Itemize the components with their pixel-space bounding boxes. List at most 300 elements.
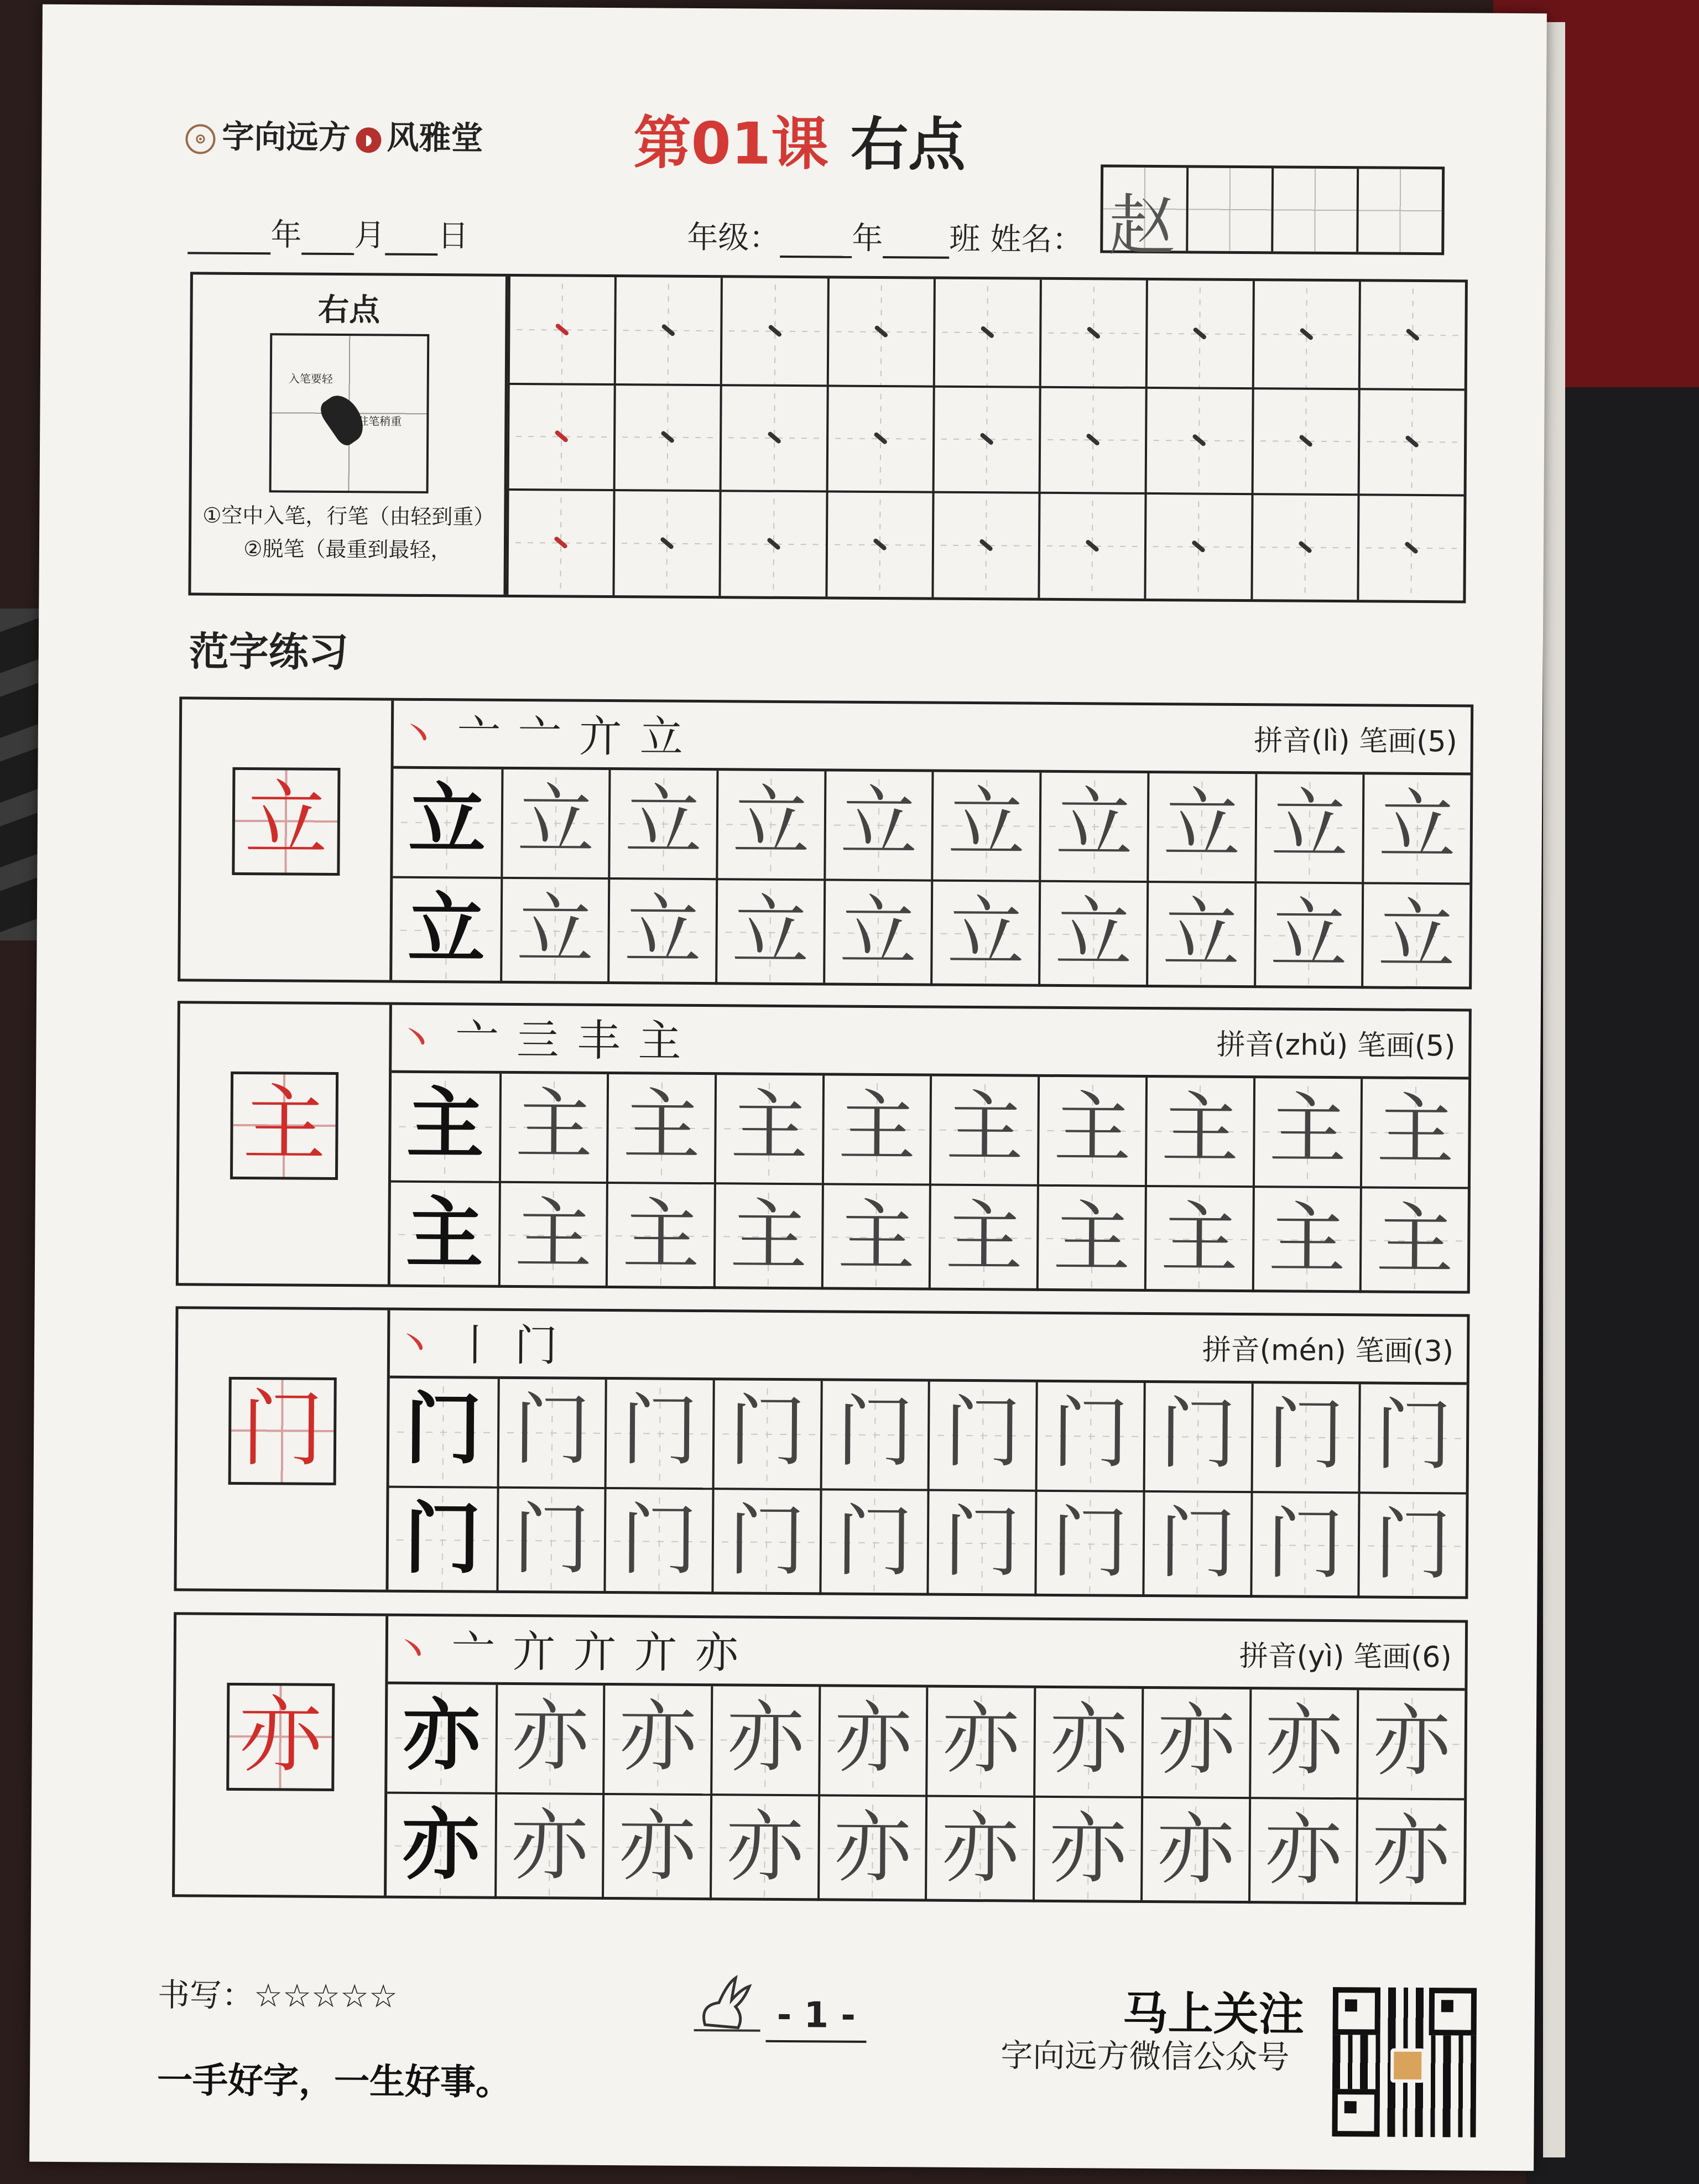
practice-character-cell[interactable] [823,878,931,986]
stroke-order-step: 亠 [457,711,501,761]
stroke-order-step: 丶 [394,1015,438,1065]
brand-name-left: 字向远方 [222,117,351,157]
practice-character-cell[interactable] [1146,773,1255,881]
stroke-order-step: 亠 [518,711,562,762]
wechat-label: 字向远方微信公众号 [1000,2036,1290,2076]
handwritten-character: 门 [1374,1499,1452,1590]
practice-character-cell[interactable] [1252,1185,1360,1293]
reference-character-box [230,1072,338,1180]
practice-character-cell[interactable] [1033,1795,1141,1903]
handwritten-character: 主 [622,1189,700,1281]
reference-panel [180,699,394,980]
practice-character-cell[interactable] [1033,1688,1142,1796]
practice-character-cell[interactable] [712,1380,821,1488]
handwritten-character: 主 [1053,1083,1132,1174]
stroke-practice-cell[interactable] [825,491,932,597]
stroke-order-step: 亣 [634,1627,678,1678]
handwritten-character: 亦 [1156,1804,1235,1895]
reference-character: 主 [242,1075,326,1173]
stroke-practice-section [188,272,1468,603]
brand-name-right: 风雅堂 [387,118,483,157]
handwritten-character: 主 [838,1081,916,1173]
stroke-step-1: ①空中入笔，行笔（由轻到重） [202,503,495,529]
model-character-cell [388,1485,497,1593]
reference-character: 门 [241,1381,325,1478]
stroke-practice-cell[interactable] [1357,388,1464,495]
writing-grid [392,766,1470,990]
handwritten-character: 亦 [510,1800,589,1891]
dot-stroke-mark [1299,434,1314,448]
handwritten-character: 亦 [1264,1805,1343,1896]
handwritten-character: 立 [731,886,810,977]
practice-character-cell[interactable] [1144,1184,1253,1292]
handwritten-character: 亦 [1265,1696,1343,1787]
stroke-practice-cell[interactable] [933,279,1040,386]
stroke-description [202,499,493,567]
lesson-title [633,96,966,181]
lesson-name: 右点 [850,110,966,179]
model-character-cell [392,876,501,984]
handwritten-character: 门 [620,1495,699,1586]
dot-stroke-mark [1297,540,1312,554]
handwritten-character: 门 [836,1387,914,1478]
handwritten-character: 主 [729,1190,808,1281]
practice-character-cell[interactable] [1036,1184,1145,1292]
stroke-order-step: 亣 [579,711,623,762]
practice-character-cell[interactable] [713,1182,822,1290]
dot-stroke-mark [1193,326,1208,340]
pinyin-label: 拼音(lì) [1253,724,1350,758]
follow-heading: 马上关注 [1122,1987,1305,2041]
pinyin-label: 拼音(zhǔ) [1216,1028,1348,1063]
practice-character-cell[interactable] [608,877,716,985]
handwritten-character: 立 [624,776,703,867]
dot-stroke-mark [767,431,781,444]
character-info [1216,1020,1456,1072]
handwritten-character: 门 [1159,1389,1237,1480]
dot-stroke-mark [1192,434,1207,447]
practice-character-cell[interactable] [1145,1078,1253,1185]
practice-character-cell[interactable] [603,1686,711,1793]
stroke-practice-cell[interactable] [1358,282,1465,388]
handwritten-character: 亦 [942,1693,1020,1785]
dot-stroke-mark [1086,433,1101,446]
page-number: - 1 - [765,1995,867,2043]
stroke-order-step: 门 [514,1320,558,1371]
stroke-order [394,1010,1224,1075]
model-character: 门 [404,1384,483,1475]
stroke-practice-cell[interactable] [1039,280,1146,387]
dot-stroke-mark [554,430,569,443]
pinyin-label: 拼音(yì) [1239,1640,1344,1674]
practice-character-cell[interactable] [1254,774,1363,882]
reference-panel [179,1003,392,1284]
handwritten-character: 立 [1054,888,1133,979]
character-block [176,1001,1472,1293]
month-label: 月 [354,217,385,254]
day-blank [385,226,437,256]
reference-character-box [228,1377,337,1485]
stroke-order-step: 丶 [392,1320,436,1371]
handwritten-character: 主 [1161,1084,1239,1174]
character-info [1254,716,1457,767]
practice-character-cell[interactable] [1140,1796,1249,1904]
model-character: 主 [406,1079,484,1170]
handwritten-character: 立 [516,885,595,976]
dot-stroke-mark [873,432,888,445]
dot-stroke-mark [1191,540,1206,553]
handwritten-character: 门 [512,1494,591,1585]
practice-character-cell[interactable] [1037,1077,1145,1185]
handwritten-character: 门 [1051,1388,1130,1479]
dot-stroke-mark [1405,328,1420,341]
name-cell[interactable] [1273,168,1359,252]
model-character-cell [387,1791,495,1899]
stroke-order [393,1315,1223,1381]
practice-character-cell[interactable] [1035,1382,1144,1490]
stroke-practice-cell[interactable] [720,278,827,384]
practice-character-cell[interactable] [824,771,932,879]
practice-character-cell[interactable] [1141,1689,1249,1797]
practice-character-cell[interactable] [1039,773,1147,881]
character-info [1239,1631,1452,1682]
practice-character-cell[interactable] [711,1488,820,1595]
practice-character-cell[interactable] [606,1181,714,1289]
dot-stroke-mark [980,325,995,339]
lesson-number: 第01课 [633,109,829,178]
practice-character-cell[interactable] [1143,1383,1251,1491]
character-block [172,1612,1468,1905]
stroke-order-step: 丶 [396,710,440,761]
year-blank [187,224,270,254]
practice-character-cell[interactable] [604,1486,712,1594]
handwritten-character: 门 [727,1495,806,1587]
dot-stroke-mark [1085,539,1100,553]
name-label: 姓名： [990,221,1083,258]
paper-stack-edge [1543,22,1565,2157]
handwritten-character: 立 [947,887,1025,979]
stroke-practice-cell[interactable] [614,277,721,384]
stroke-practice-grid [506,277,1465,601]
dot-stroke-mark [768,324,783,337]
model-character: 立 [408,774,486,866]
practice-character-cell[interactable] [931,879,1039,987]
dot-stroke-mark [1086,326,1101,339]
stroke-practice-cell[interactable] [507,383,614,490]
practice-character-cell[interactable] [500,876,608,984]
writing-grid [390,1070,1468,1294]
name-cell[interactable] [1188,168,1274,251]
model-character-cell [387,1684,496,1792]
handwritten-character: 立 [1270,780,1349,871]
name-cell[interactable] [1358,169,1442,252]
dot-stroke-mark [554,536,569,549]
stroke-practice-cell[interactable] [1039,386,1145,492]
handwritten-character: 门 [1374,1390,1453,1481]
rabbit-icon [688,1972,766,2039]
practice-character-cell[interactable] [1146,880,1254,988]
handwritten-character: 主 [514,1189,592,1280]
stroke-count-label: 笔画(5) [1357,1029,1456,1063]
year-label: 年 [270,217,302,253]
practice-character-cell[interactable] [822,1075,930,1183]
practice-character-cell[interactable] [1249,1689,1357,1797]
entry-note: 入笔要轻 [288,372,333,386]
practice-character-cell[interactable] [1248,1797,1357,1905]
handwritten-character: 主 [1268,1084,1347,1176]
slogan: 一手好字，一生好事。 [157,2060,512,2103]
worksheet-page [29,4,1547,2171]
practice-character-cell[interactable] [1250,1491,1358,1599]
handwritten-character: 立 [1378,781,1457,872]
practice-character-cell[interactable] [710,1793,818,1901]
dot-stroke-mark [1299,327,1314,341]
writing-grid [388,1376,1466,1599]
stroke-practice-cell[interactable] [1038,492,1145,599]
handwritten-character: 门 [944,1387,1022,1479]
practice-character-cell[interactable] [1253,1078,1361,1186]
handwritten-character: 主 [515,1079,593,1171]
grade-label: 年级： [687,219,780,256]
stroke-order-step: 主 [638,1016,681,1067]
stroke-order-step: 亠 [451,1626,496,1677]
stroke-explanation [191,274,508,594]
practice-character-cell[interactable] [1361,882,1469,990]
reference-panel [175,1615,388,1895]
practice-character-cell[interactable] [925,1795,1033,1902]
model-character: 亦 [402,1800,480,1891]
handwritten-character: 亦 [941,1803,1019,1894]
practice-character-cell[interactable] [1250,1384,1359,1491]
date-line [187,210,468,256]
stroke-practice-cell[interactable] [1145,387,1252,493]
practice-character-cell[interactable] [927,1382,1036,1490]
handwritten-character: 门 [1266,1499,1344,1590]
stroke-practice-cell[interactable] [1252,281,1358,388]
stroke-practice-cell[interactable] [1251,387,1358,494]
stroke-order [390,1621,1221,1687]
practice-character-cell[interactable] [929,1077,1038,1184]
model-character-cell [390,1180,499,1288]
handwritten-character: 门 [1158,1498,1237,1589]
handwritten-character: 立 [1377,890,1456,981]
writing-grid [387,1682,1465,1905]
practice-character-cell[interactable] [926,1688,1034,1796]
handwritten-character: 亦 [1049,1803,1127,1895]
handwritten-character: 门 [1051,1497,1129,1589]
handwritten-character: 亦 [833,1802,912,1893]
day-label: 日 [437,218,469,254]
dot-stroke-mark [979,538,994,552]
stroke-practice-cell[interactable] [506,488,613,595]
practice-character-cell[interactable] [819,1488,927,1596]
stroke-practice-cell[interactable] [720,384,826,491]
practice-character-cell[interactable] [931,772,1040,880]
handwritten-character: 主 [1268,1193,1346,1285]
stroke-practice-cell[interactable] [932,385,1039,492]
stroke-practice-cell[interactable] [826,384,932,491]
stroke-order-step: 丨 [453,1320,497,1371]
practice-character-cell[interactable] [1356,1690,1465,1798]
handwritten-character: 门 [513,1385,591,1476]
practice-character-cell[interactable] [821,1183,930,1291]
handwritten-character: 立 [732,777,810,868]
practice-character-cell[interactable] [1356,1797,1464,1905]
practice-character-cell[interactable] [1142,1490,1250,1598]
stroke-practice-cell[interactable] [1145,280,1252,387]
handwritten-character: 立 [1163,779,1241,870]
month-blank [301,225,354,256]
qr-finder [1332,2089,1380,2137]
dot-stroke-mark [874,325,889,338]
practice-character-cell[interactable] [927,1489,1035,1597]
handwritten-character: 主 [730,1081,809,1172]
handwritten-character: 亦 [834,1693,913,1784]
practice-character-cell[interactable] [929,1183,1037,1291]
stroke-practice-cell[interactable] [613,489,720,596]
handwritten-character: 主 [1376,1085,1455,1176]
qr-finder [1333,1987,1381,2035]
stroke-heading: 右点 [317,292,381,329]
stroke-practice-cell[interactable] [613,383,720,490]
stroke-order-step: 亣 [512,1626,556,1677]
practice-character-cell[interactable] [1362,774,1471,882]
stroke-count-label: 笔画(3) [1355,1334,1454,1369]
handwritten-character: 主 [1160,1193,1239,1284]
stroke-order [397,705,1227,771]
handwritten-character: 立 [1162,888,1241,980]
practice-character-cell[interactable] [497,1379,605,1487]
dot-stroke-mark [660,537,675,550]
dot-stroke-mark [873,538,888,551]
practice-character-cell[interactable] [1360,1079,1468,1187]
reference-panel [176,1309,390,1589]
stroke-practice-cell[interactable] [1250,493,1357,600]
handwritten-character: 主 [622,1080,701,1172]
character-block [174,1306,1469,1599]
practice-character-cell[interactable] [820,1381,928,1489]
practice-character-cell[interactable] [501,769,609,877]
practice-character-cell[interactable] [499,1074,607,1182]
handwritten-character: 主 [945,1082,1024,1173]
model-character: 门 [403,1494,482,1585]
practice-character-cell[interactable] [716,771,824,878]
character-block [178,696,1473,989]
practice-character-cell[interactable] [818,1687,926,1795]
stroke-practice-cell[interactable] [508,277,614,383]
handwritten-character: 门 [835,1496,914,1587]
reference-character: 亦 [238,1687,322,1784]
practice-character-cell[interactable] [817,1794,926,1902]
practice-character-cell[interactable] [1038,880,1146,987]
dot-stroke-mark [555,323,570,336]
practice-character-cell[interactable] [715,878,824,986]
qr-logo [1390,2048,1425,2083]
handwritten-character: 门 [728,1386,807,1478]
handwritten-character: 亦 [618,1801,696,1892]
reference-character-box [226,1683,335,1791]
brand-mark-icon: ◗ [356,127,381,153]
name-cell[interactable] [1103,167,1189,266]
dot-stroke-mark [979,433,994,446]
model-character: 主 [405,1188,484,1280]
model-character: 亦 [402,1690,481,1781]
handwritten-character: 立 [840,777,918,869]
dot-stroke-mark [661,324,676,337]
model-character: 立 [407,884,486,975]
handwritten-character: 立 [1270,889,1348,980]
character-info [1202,1325,1453,1377]
handwritten-character: 立 [517,775,595,866]
practice-character-cell[interactable] [495,1685,603,1793]
class-label: 班 [949,221,981,258]
stroke-order-step: 亦 [695,1627,739,1678]
handwritten-character: 立 [1055,778,1133,870]
practice-character-cell[interactable] [1358,1491,1466,1599]
handwritten-character: 立 [947,778,1026,869]
dot-stroke-mark [1404,541,1419,554]
handwritten-character: 门 [1267,1390,1345,1481]
stroke-practice-cell[interactable] [719,490,826,597]
practice-character-cell[interactable] [1035,1489,1143,1597]
handwritten-character: 主 [1375,1194,1454,1285]
handwritten-character: 亦 [726,1692,805,1783]
stroke-order-step: 亠 [455,1015,499,1065]
class-blank [883,228,949,259]
stroke-practice-cell[interactable] [826,278,933,385]
stroke-practice-cell[interactable] [1144,492,1251,599]
practice-character-cell[interactable] [710,1686,819,1794]
model-character-cell [393,769,501,877]
stroke-order-step: 亖 [516,1015,560,1066]
stroke-count-label: 笔画(5) [1358,725,1458,759]
handwritten-character: 门 [943,1497,1022,1588]
handwritten-character: 亦 [1372,1696,1451,1787]
handwritten-character: 亦 [619,1692,697,1783]
handwritten-character: 主 [1052,1192,1131,1283]
practice-character-cell[interactable] [498,1181,606,1288]
dot-stroke-mark [660,430,675,444]
practice-character-cell[interactable] [1359,1186,1468,1294]
qr-code-icon[interactable] [1332,1987,1477,2138]
name-boxes [1100,164,1445,266]
dot-stroke-mark [766,537,781,550]
model-character-cell [389,1379,498,1486]
stroke-practice-cell[interactable] [1357,494,1463,601]
class-line [687,213,1083,259]
stroke-practice-cell[interactable] [931,491,1038,598]
practice-character-cell[interactable] [496,1486,604,1594]
handwritten-character: 亦 [1157,1695,1236,1786]
practice-character-cell[interactable] [602,1792,710,1900]
exit-note: 驻笔稍重 [357,414,402,428]
practice-character-cell[interactable] [608,770,717,878]
handwritten-character: 立 [623,885,702,976]
practice-character-cell[interactable] [714,1075,822,1183]
dot-stroke-mark [1405,435,1420,448]
practice-character-cell[interactable] [494,1792,603,1900]
practice-character-cell[interactable] [1254,881,1362,989]
practice-character-cell[interactable] [1358,1384,1467,1492]
model-character-cell [391,1073,499,1181]
stroke-order-step: 亣 [573,1627,617,1678]
practice-character-cell[interactable] [604,1380,713,1488]
handwritten-character: 亦 [726,1801,804,1892]
handwritten-character: 亦 [511,1691,590,1782]
section-title: 范字练习 [189,628,349,676]
stroke-order-step: 丶 [390,1626,435,1677]
practice-character-cell[interactable] [606,1074,715,1182]
